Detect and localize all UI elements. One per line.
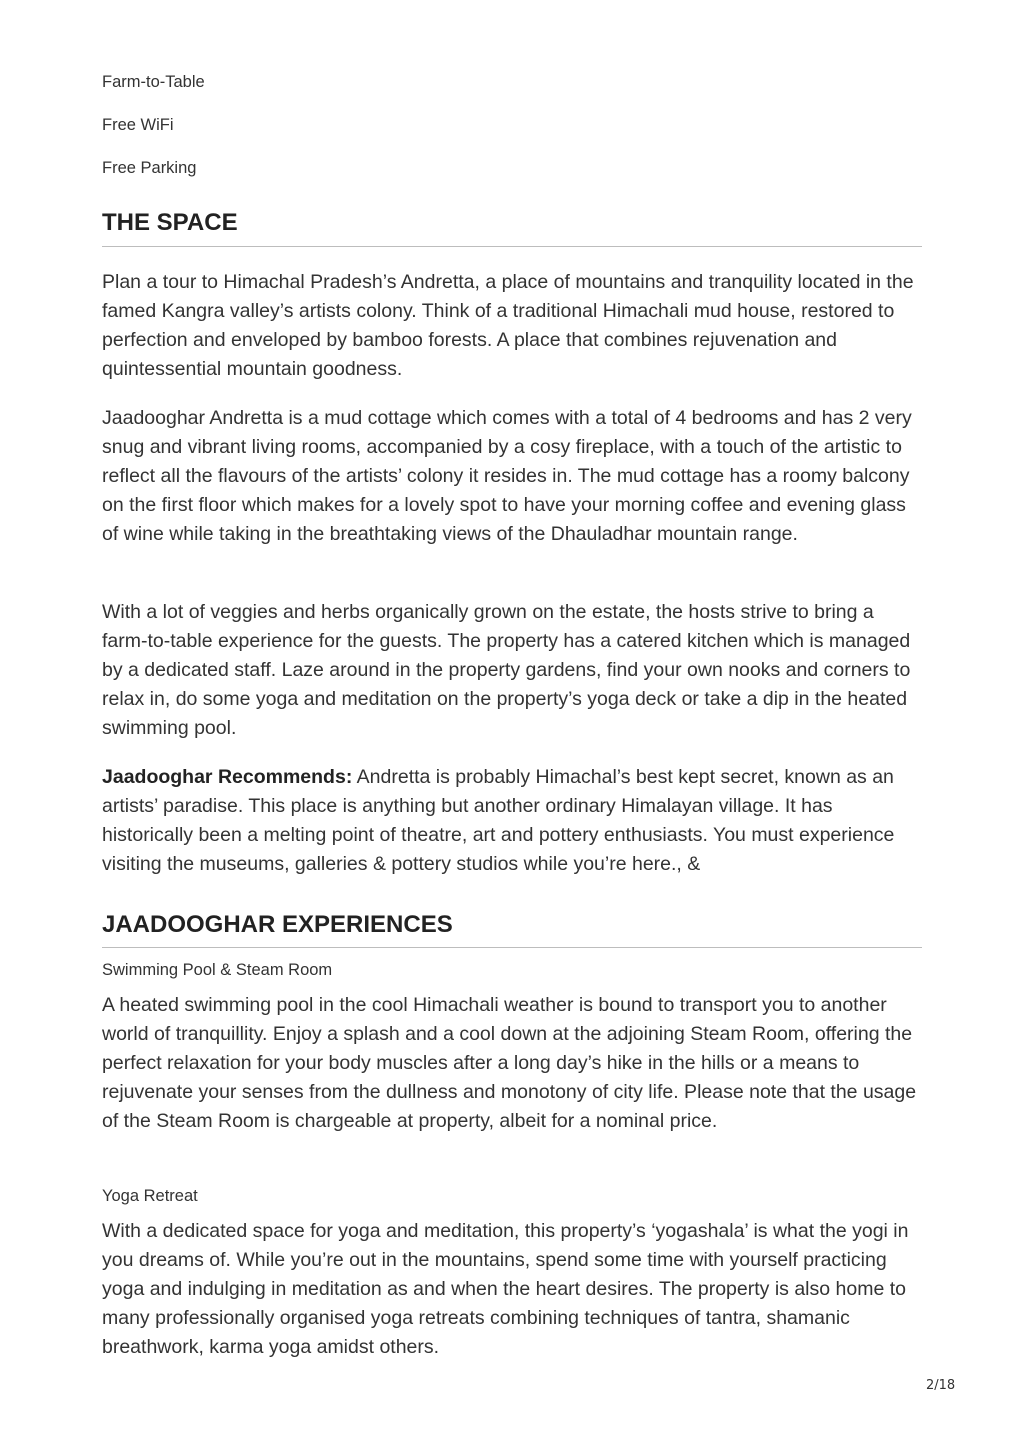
section-divider: [102, 246, 922, 247]
experience-title-yoga-retreat: Yoga Retreat: [102, 1187, 198, 1205]
amenity-free-parking: Free Parking: [102, 159, 197, 177]
experience-text-yoga-retreat: With a dedicated space for yoga and meditation, this property’s ‘yogashala’ is what the yogi in you dreams of. While you’re out in the mountains, spend some time with yourself practicing yoga and indulging in meditation as and when the heart desires. The property is also home to many professionally organised yoga retreats combining techniques of tantra, shamanic breathwork, karma yoga amidst others.: [102, 1220, 909, 1358]
space-paragraph-intro: Plan a tour to Himachal Pradesh’s Andretta, a place of mountains and tranquility located in the famed Kangra valley’s artists colony. Think of a traditional Himachali mud house, restored to perfection and enveloped by bamboo forests. A place that combines rejuvenation and quintessential mountain goodness.: [102, 271, 914, 380]
amenity-free-wifi: Free WiFi: [102, 116, 174, 134]
experience-text-swimming-pool: A heated swimming pool in the cool Himachali weather is bound to transport you to another world of tranquillity. Enjoy a splash and a cool down at the adjoining Steam Room, offering the perfect relaxation for your body muscles after a long day’s hike in the hills or a means to rejuvenate your senses from the dullness and monotony of city life. Please note that the usage of the Steam Room is chargeable at property, albeit for a nominal price.: [102, 994, 917, 1132]
space-paragraph-recommends: [102, 763, 922, 879]
section-heading-experiences: JAADOOGHAR EXPERIENCES: [102, 911, 453, 938]
section-heading-the-space: THE SPACE: [102, 209, 238, 236]
page-number: 2/18: [926, 1378, 956, 1393]
experience-title-swimming-pool: Swimming Pool & Steam Room: [102, 961, 333, 979]
space-paragraph-cottage: Jaadooghar Andretta is a mud cottage which comes with a total of 4 bedrooms and has 2 very snug and vibrant living rooms, accompanied by a cosy fireplace, with a touch of the artistic to reflect all the flavours of the artists’ colony it resides in. The mud cottage has a roomy balcony on the first floor which makes for a lovely spot to have your morning coffee and evening glass of wine while taking in the breathtaking views of the Dhauladhar mountain range.: [102, 407, 912, 545]
recommends-text: Andretta is probably Himachal’s best kept secret, known as an artists’ paradise. This place is anything but another ordinary Himalayan village. It has historically been a melting point of theatre, art and pottery enthusiasts. You must experience visiting the museums, galleries & pottery studios while you’re here., &: [102, 766, 895, 875]
amenity-farm-to-table: Farm-to-Table: [102, 73, 205, 91]
section-divider: [102, 947, 922, 948]
recommends-label: Jaadooghar Recommends:: [102, 766, 353, 788]
space-paragraph-farm: With a lot of veggies and herbs organically grown on the estate, the hosts strive to bring a farm-to-table experience for the guests. The property has a catered kitchen which is managed by a dedicated staff. Laze around in the property gardens, find your own nooks and corners to relax in, do some yoga and meditation on the property’s yoga deck or take a dip in the heated swimming pool.: [102, 601, 911, 739]
